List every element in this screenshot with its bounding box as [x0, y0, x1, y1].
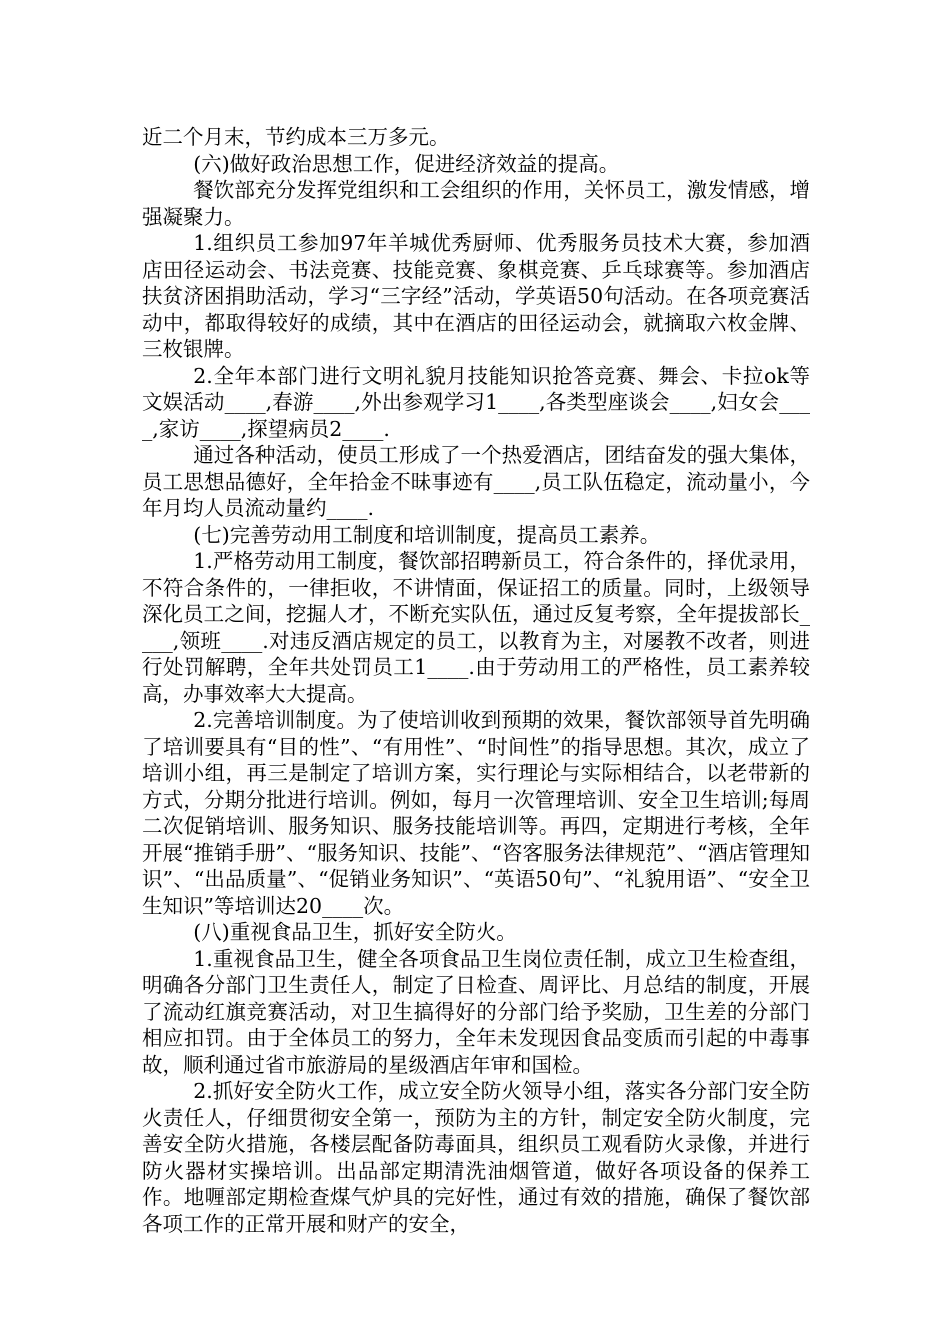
section-heading: (七)完善劳动用工制度和培训制度，提高员工素养。 — [193, 522, 661, 547]
section-heading: (六)做好政治思想工作，促进经济效益的提高。 — [193, 151, 620, 176]
document-body — [142, 124, 810, 1237]
list-item: 2.完善培训制度。为了使培训收到预期的效果，餐饮部领导首先明确了培训要具有“目的性”、“有用性”、“时间性”的指导思想。其次，成立了培训小组，再三是制定了培训方案，实行理论与实际相结合，以老带新的方式，分期分批进行培训。例如，每月一次管理培训、安全卫生培训;每周二次促销培训、服务知识、服务技能培训等。再四，定期进行考核，全年开展“推销手册”、“服务知识、技能”、“咨客服务法律规范”、“酒店管理知识”、“出品质量”、“促销业务知识”、“英语50句”、“礼貌用语”、“安全卫生知识”等培训达20____次。 — [142, 708, 810, 918]
paragraph: 近二个月末，节约成本三万多元。 — [142, 125, 450, 149]
list-item: 2.抓好安全防火工作，成立安全防火领导小组，落实各分部门安全防火责任人，仔细贯彻安全第一，预防为主的方针，制定安全防火制度，完善安全防火措施，各楼层配备防毒面具，组织员工观看防火录像，并进行防火器材实操培训。出品部定期清洗油烟管道，做好各项设备的保养工作。地喱部定期检查煤气炉具的完好性，通过有效的措施，确保了餐饮部各项工作的正常开展和财产的安全， — [142, 1079, 810, 1236]
list-item: 1.组织员工参加97年羊城优秀厨师、优秀服务员技术大赛，参加酒店田径运动会、书法竞赛、技能竞赛、象棋竞赛、乒乓球赛等。参加酒店扶贫济困捐助活动，学习“三字经”活动，学英语50句活动。在各项竞赛活动中，都取得较好的成绩，其中在酒店的田径运动会，就摘取六枚金牌、三枚银牌。 — [142, 231, 810, 361]
paragraph: 通过各种活动，使员工形成了一个热爱酒店，团结奋发的强大集体，员工思想品德好，全年拾金不昧事迹有____,员工队伍稳定，流动量小，今年月均人员流动量约____. — [142, 443, 810, 520]
paragraph: 餐饮部充分发挥党组织和工会组织的作用，关怀员工，激发情感，增强凝聚力。 — [142, 178, 810, 229]
list-item: 2.全年本部门进行文明礼貌月技能知识抢答竞赛、舞会、卡拉ok等文娱活动____,春游____,外出参观学习1____,各类型座谈会____,妇女会____,家访____,探望病员2____. — [142, 363, 810, 441]
section-heading: (八)重视食品卫生，抓好安全防火。 — [193, 920, 517, 944]
list-item: 1.重视食品卫生，健全各项食品卫生岗位责任制，成立卫生检查组，明确各分部门卫生责任人，制定了日检查、周评比、月总结的制度，开展了流动红旗竞赛活动，对卫生搞得好的分部门给予奖励，卫生差的分部门相应扣罚。由于全体员工的努力，全年未发现因食品变质而引起的中毒事故，顺利通过省市旅游局的星级酒店年审和国检。 — [142, 946, 810, 1077]
list-item: 1.严格劳动用工制度，餐饮部招聘新员工，符合条件的，择优录用，不符合条件的，一律拒收，不讲情面，保证招工的质量。同时，上级领导深化员工之间，挖掘人才，不断充实队伍，通过反复考察，全年提拔部长____,领班____.对违反酒店规定的员工，以教育为主，对屡教不改者，则进行处罚解聘，全年共处罚员工1____.由于劳动用工的严格性，员工素养较高，办事效率大大提高。 — [142, 549, 810, 706]
